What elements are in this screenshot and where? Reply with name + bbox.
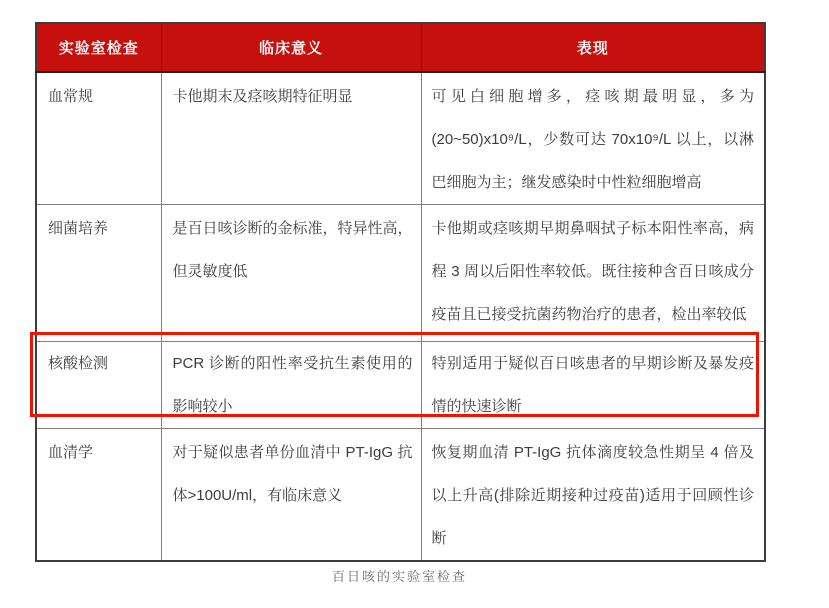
cell-test-serology: 血清学: [36, 429, 161, 562]
lab-test-table-container: [35, 22, 766, 562]
header-cell-clinical-significance: 临床意义: [161, 23, 421, 72]
cell-test-nucleic-acid: 核酸检测: [36, 342, 161, 429]
cell-significance-blood-routine: 卡他期末及痉咳期特征明显: [161, 72, 421, 205]
table-row-blood-routine: [36, 72, 765, 205]
cell-significance-nucleic-acid: PCR 诊断的阳性率受抗生素使用的影响较小: [161, 342, 421, 429]
table-row-serology: [36, 429, 765, 562]
table-caption: 百日咳的实验室检查: [331, 569, 467, 584]
cell-significance-bacterial-culture: 是百日咳诊断的金标准，特异性高，但灵敏度低: [161, 205, 421, 342]
cell-manifestation-bacterial-culture: 卡他期或痉咳期早期鼻咽拭子标本阳性率高，病程 3 周以后阳性率较低。既往接种含百日咳成分疫苗且已接受抗菌药物治疗的患者，检出率较低: [421, 205, 765, 342]
cell-manifestation-blood-routine: 可见白细胞增多，痉咳期最明显，多为(20~50)x10⁹/L，少数可达 70x10⁹/L 以上，以淋巴细胞为主；继发感染时中性粒细胞增高: [421, 72, 765, 205]
cell-manifestation-nucleic-acid: 特别适用于疑似百日咳患者的早期诊断及暴发疫情的快速诊断: [421, 342, 765, 429]
table-row-bacterial-culture: [36, 205, 765, 342]
lab-test-table: [35, 22, 766, 562]
cell-significance-serology: 对于疑似患者单份血清中 PT-IgG 抗体>100U/ml，有临床意义: [161, 429, 421, 562]
table-row-nucleic-acid-test: [36, 342, 765, 429]
header-cell-manifestation: 表现: [421, 23, 765, 72]
cell-test-blood-routine: 血常规: [36, 72, 161, 205]
cell-test-bacterial-culture: 细菌培养: [36, 205, 161, 342]
table-header-row: [36, 23, 765, 72]
cell-manifestation-serology: 恢复期血清 PT-IgG 抗体滴度较急性期呈 4 倍及以上升高(排除近期接种过疫苗)适用于回顾性诊断: [421, 429, 765, 562]
header-cell-lab-test: 实验室检查: [36, 23, 161, 72]
